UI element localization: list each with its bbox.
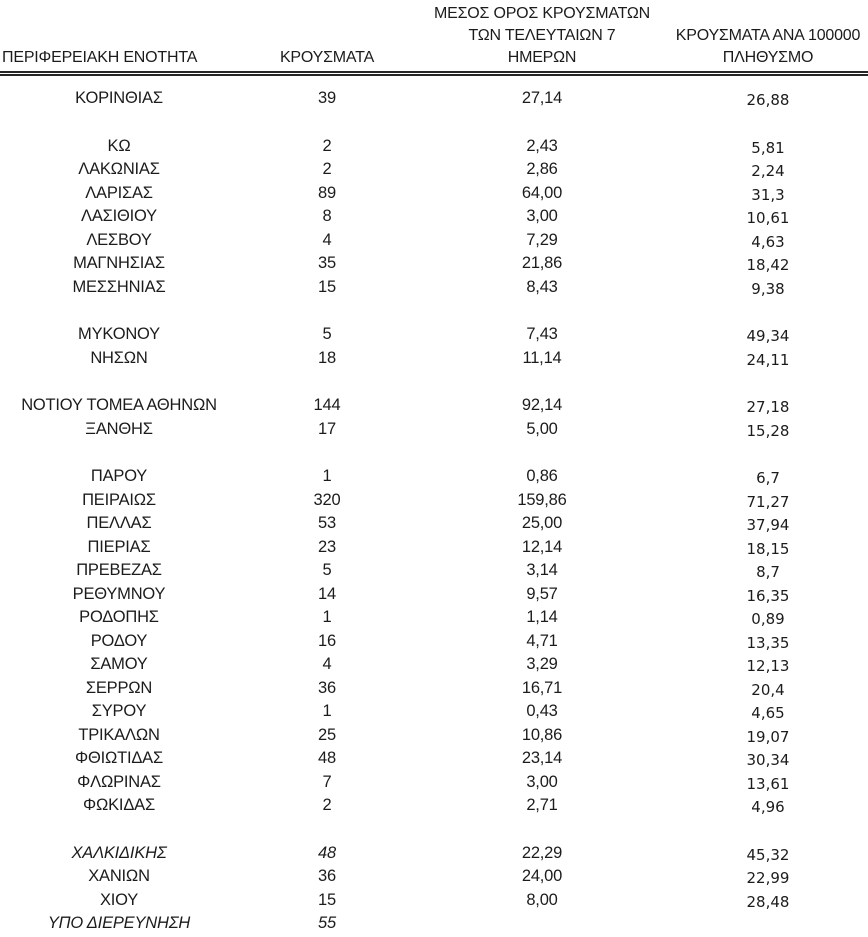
per100k-cell: 5,81 (751, 138, 785, 157)
region-cell: ΦΛΩΡΙΝΑΣ (77, 772, 161, 791)
cases-cell: 4 (322, 655, 332, 673)
avg7-cell: 3,29 (526, 655, 558, 673)
region-cell: ΛΑΡΙΣΑΣ (85, 183, 153, 202)
blank-row (0, 111, 868, 135)
cases-cell: 17 (318, 419, 336, 438)
cases-cell: 7 (322, 772, 332, 791)
avg7-cell: 7,43 (526, 325, 558, 343)
cases-cell: 1 (322, 608, 332, 626)
column-header-7day-average-line3: ΗΜΕΡΩΝ (507, 49, 577, 66)
cases-cell: 2 (322, 796, 332, 814)
cases-cell: 14 (318, 584, 336, 603)
table-row (0, 323, 868, 347)
cases-cell: 4 (322, 230, 332, 249)
table-row (0, 653, 868, 677)
per100k-cell: 19,07 (746, 727, 790, 746)
per100k-cell: 6,7 (756, 469, 780, 487)
cases-cell: 15 (318, 890, 336, 909)
table-row (0, 276, 868, 300)
region-cell: ΛΕΣΒΟΥ (86, 230, 152, 249)
table-row (0, 229, 868, 253)
cases-cell: 5 (322, 325, 332, 343)
cases-cell: 8 (322, 207, 332, 225)
avg7-cell: 9,57 (526, 584, 558, 603)
header-body-spacer (0, 76, 868, 87)
per100k-cell: 27,18 (746, 398, 790, 416)
cases-cell: 89 (318, 183, 336, 202)
per100k-cell: 45,32 (746, 845, 790, 864)
cases-cell: 15 (318, 277, 336, 296)
blank-row (0, 299, 868, 323)
cases-cell: 16 (318, 631, 336, 650)
table-row (0, 606, 868, 630)
cases-cell: 53 (318, 514, 336, 532)
table-row (0, 771, 868, 795)
avg7-cell: 3,14 (526, 561, 558, 579)
region-cell: ΜΑΓΝΗΣΙΑΣ (73, 254, 165, 272)
avg7-cell: 5,00 (526, 419, 558, 438)
per100k-cell: 20,4 (751, 680, 785, 699)
region-cell: ΧΙΟΥ (99, 890, 139, 909)
column-header-cases-per-100000 (668, 25, 868, 69)
cases-cell: 23 (318, 537, 336, 556)
avg7-cell: 12,14 (521, 537, 563, 556)
column-header-regional-unit (0, 47, 238, 69)
table-row (0, 205, 868, 229)
table-row (0, 747, 868, 771)
region-cell: ΤΡΙΚΑΛΩΝ (78, 725, 160, 744)
region-cell: ΧΑΝΙΩΝ (88, 867, 150, 885)
avg7-cell: 21,86 (521, 254, 563, 272)
avg7-cell: 23,14 (521, 749, 563, 767)
cases-cell: 55 (318, 914, 336, 932)
region-cell: ΡΕΘΥΜΝΟΥ (72, 584, 166, 603)
per100k-cell: 49,34 (746, 327, 790, 345)
avg7-cell: 159,86 (517, 490, 567, 509)
cases-cell: 18 (318, 348, 336, 367)
column-header-regional-unit-label: ΠΕΡΙΦΕΡΕΙΑΚΗ ΕΝΟΤΗΤΑ (2, 49, 198, 66)
table-row (0, 865, 868, 889)
table-row (0, 583, 868, 607)
avg7-cell: 4,71 (526, 631, 558, 650)
table-row (0, 418, 868, 442)
region-cell: ΛΑΚΩΝΙΑΣ (78, 160, 160, 178)
per100k-cell: 13,61 (746, 774, 790, 793)
avg7-cell: 27,14 (521, 89, 563, 107)
column-header-cases (238, 47, 416, 69)
cases-cell: 2 (322, 160, 332, 178)
avg7-cell: 2,71 (526, 796, 558, 814)
region-cell: ΠΕΙΡΑΙΩΣ (82, 490, 156, 509)
avg7-cell: 2,86 (526, 160, 558, 178)
region-cell: ΜΥΚΟΝΟΥ (78, 325, 160, 343)
avg7-cell: 10,86 (521, 725, 563, 744)
table-row (0, 512, 868, 536)
table-row (0, 724, 868, 748)
table-row (0, 630, 868, 654)
per100k-cell: 12,13 (746, 657, 790, 675)
region-cell: ΝΗΣΩΝ (90, 348, 148, 367)
table-row (0, 794, 868, 818)
per100k-cell: 22,99 (746, 869, 790, 887)
table-row (0, 912, 868, 936)
region-cell: ΥΠΟ ΔΙΕΡΕΥΝΗΣΗ (47, 914, 191, 932)
table-row (0, 842, 868, 866)
column-header-cases-per-100000-line1: ΚΡΟΥΣΜΑΤΑ ΑΝΑ 100000 (675, 27, 861, 44)
table-row (0, 489, 868, 513)
column-header-cases-label: ΚΡΟΥΣΜΑΤΑ (279, 49, 375, 66)
cases-cell: 39 (318, 89, 336, 107)
per100k-cell: 26,88 (746, 91, 790, 109)
cases-cell: 1 (322, 702, 332, 720)
per100k-cell: 37,94 (746, 516, 790, 534)
region-cell: ΚΟΡΙΝΘΙΑΣ (75, 89, 163, 107)
per100k-cell: 4,96 (751, 798, 785, 816)
per100k-cell: 71,27 (746, 492, 790, 511)
column-header-7day-average-line1: ΜΕΣΟΣ ΟΡΟΣ ΚΡΟΥΣΜΑΤΩΝ (433, 5, 651, 22)
per100k-cell: 18,42 (746, 256, 790, 274)
per100k-cell: 15,28 (746, 421, 790, 440)
avg7-cell: 11,14 (522, 348, 562, 367)
blank-row (0, 370, 868, 394)
avg7-cell: 8,00 (526, 890, 558, 909)
avg7-cell: 3,00 (526, 207, 558, 225)
avg7-cell: 64,00 (521, 183, 563, 202)
avg7-cell: 1,14 (526, 608, 558, 626)
cases-cell: 25 (318, 725, 336, 744)
region-cell: ΦΘΙΩΤΙΔΑΣ (74, 749, 163, 767)
table-row (0, 182, 868, 206)
avg7-cell: 24,00 (521, 867, 563, 885)
per100k-cell: 28,48 (746, 892, 790, 911)
table-row (0, 677, 868, 701)
cases-cell: 48 (318, 843, 336, 862)
avg7-cell: 0,86 (526, 467, 558, 485)
cases-cell: 320 (313, 490, 341, 509)
cases-cell: 144 (313, 396, 341, 414)
cases-cell: 36 (318, 678, 336, 697)
region-cell: ΧΑΛΚΙΔΙΚΗΣ (71, 843, 167, 862)
region-cell: ΡΟΔΟΠΗΣ (79, 608, 159, 626)
per100k-cell: 31,3 (751, 185, 785, 204)
column-header-7day-average (416, 3, 668, 69)
per100k-cell: 4,65 (751, 704, 785, 722)
region-cell: ΠΡΕΒΕΖΑΣ (76, 561, 162, 579)
table-row (0, 465, 868, 489)
cases-cell: 1 (322, 467, 332, 485)
avg7-cell: 16,71 (521, 678, 563, 697)
region-cell: ΣΕΡΡΩΝ (85, 678, 153, 697)
per100k-cell: 13,35 (746, 633, 790, 652)
per100k-cell: 0,89 (751, 610, 785, 628)
per100k-cell: 24,11 (746, 350, 790, 369)
region-cell: ΣΥΡΟΥ (91, 702, 147, 720)
cases-cell: 48 (318, 749, 336, 767)
table-header (0, 0, 868, 69)
table-row (0, 559, 868, 583)
avg7-cell: 7,29 (526, 230, 558, 249)
region-cell: ΚΩ (107, 136, 131, 155)
avg7-cell: 22,29 (521, 843, 563, 862)
cases-cell: 35 (318, 254, 336, 272)
table-row (0, 87, 868, 111)
cases-cell: 5 (322, 561, 332, 579)
per100k-cell: 18,15 (746, 539, 790, 558)
region-cell: ΦΩΚΙΔΑΣ (83, 796, 155, 814)
table-row (0, 889, 868, 913)
table-row (0, 158, 868, 182)
per100k-cell: 4,63 (751, 232, 785, 251)
avg7-cell: 3,00 (526, 772, 558, 791)
blank-row (0, 441, 868, 465)
per100k-cell: 8,7 (756, 563, 780, 581)
cases-cell: 2 (322, 136, 332, 155)
region-cell: ΣΑΜΟΥ (90, 655, 148, 673)
per100k-cell: 2,24 (751, 162, 785, 180)
per100k-cell: 16,35 (746, 586, 790, 605)
avg7-cell: 2,43 (526, 136, 558, 155)
blank-row (0, 818, 868, 842)
per100k-cell: 30,34 (746, 751, 790, 769)
cases-cell: 36 (318, 867, 336, 885)
column-header-cases-per-100000-line2: ΠΛΗΘΥΣΜΟ (722, 49, 814, 66)
region-cell: ΝΟΤΙΟΥ ΤΟΜΕΑ ΑΘΗΝΩΝ (21, 396, 217, 414)
region-cell: ΜΕΣΣΗΝΙΑΣ (72, 277, 166, 296)
per100k-cell: 9,38 (751, 279, 785, 298)
region-cell: ΠΙΕΡΙΑΣ (87, 537, 151, 556)
region-cell: ΠΕΛΛΑΣ (86, 514, 152, 532)
table-row (0, 394, 868, 418)
table-row (0, 700, 868, 724)
table-row (0, 536, 868, 560)
table-row (0, 252, 868, 276)
per100k-cell: 10,61 (746, 209, 790, 227)
avg7-cell: 25,00 (521, 514, 563, 532)
table-body (0, 87, 868, 936)
column-header-7day-average-line2: ΤΩΝ ΤΕΛΕΥΤΑΙΩΝ 7 (468, 27, 616, 44)
region-cell: ΛΑΣΙΘΙΟΥ (81, 207, 157, 225)
region-cell: ΠΑΡΟΥ (90, 467, 148, 485)
table-row (0, 347, 868, 371)
region-cell: ΞΑΝΘΗΣ (85, 419, 153, 438)
region-cell: ΡΟΔΟΥ (90, 631, 148, 650)
avg7-cell: 8,43 (526, 277, 558, 296)
table-row (0, 135, 868, 159)
avg7-cell: 0,43 (526, 702, 558, 720)
avg7-cell: 92,14 (521, 396, 563, 414)
